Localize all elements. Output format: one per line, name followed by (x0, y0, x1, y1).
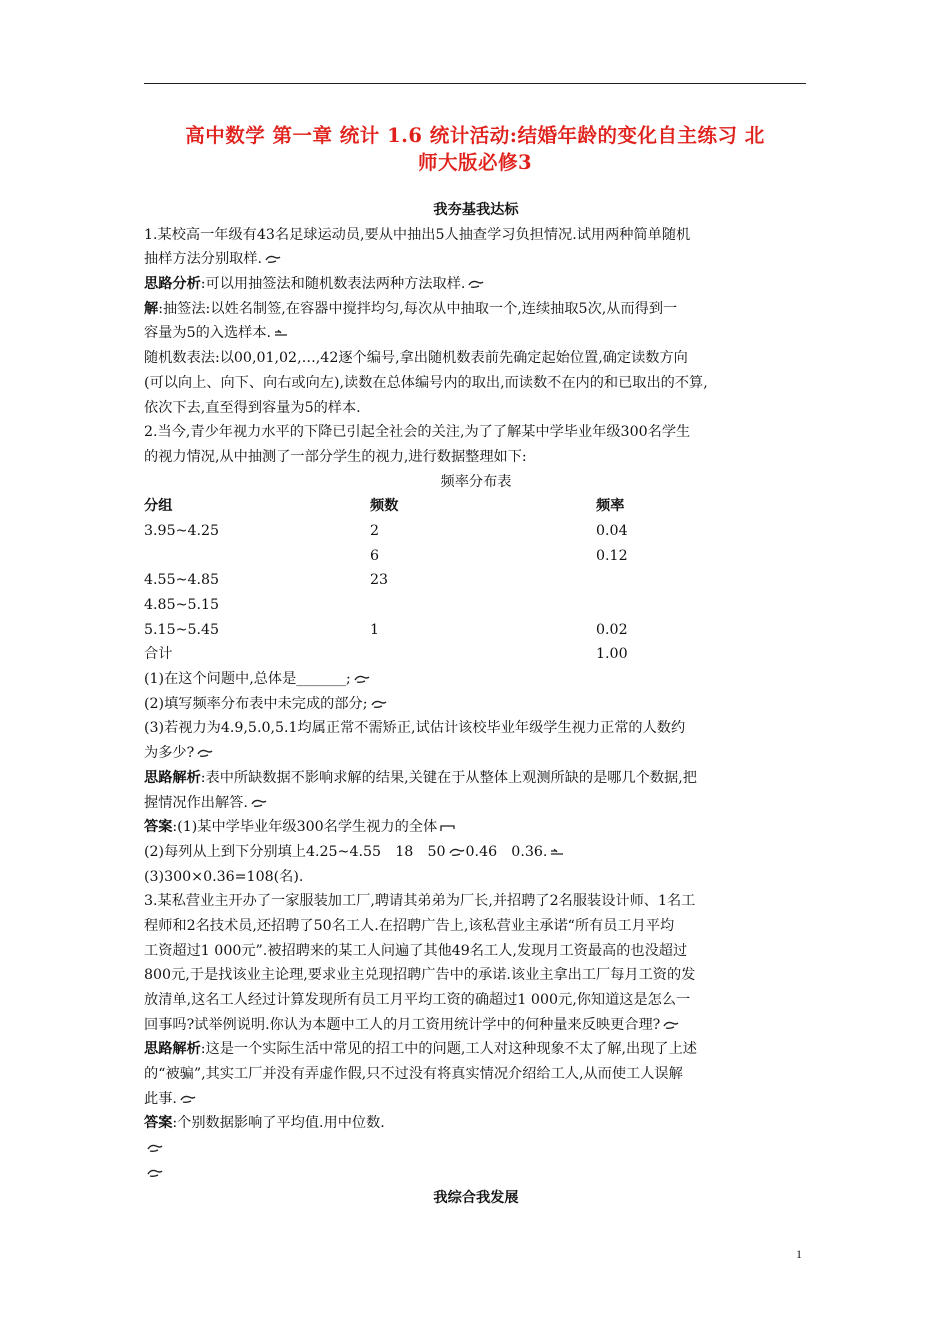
q2-part-2 (144, 692, 808, 717)
table-cell: 0.02 (596, 621, 628, 638)
part-text: 为多少? (144, 745, 195, 762)
q1-solution-3: 随机数表法:以00,01,02,…,42逐个编号,拿出随机数表前先确定起始位置,确定读数方向 (144, 350, 688, 367)
scribble-mark-icon (273, 328, 291, 338)
table-cell: 1.00 (596, 646, 628, 663)
document-body (144, 198, 808, 1210)
table-row (144, 593, 808, 618)
q1-solution-1 (144, 297, 808, 322)
analysis-label: 思路解析 (144, 769, 201, 786)
scribble-mark-icon (549, 847, 567, 857)
table-cell: 合计 (144, 646, 173, 663)
mouse-mark-icon (146, 1168, 164, 1178)
analysis-text: 此事. (144, 1090, 177, 1107)
table-cell (370, 593, 596, 618)
answer-label: 答案 (144, 1115, 173, 1132)
q2-part-3a: (3)若视力为4.9,5.0,5.1均属正常不需矫正,试估计该校毕业年级学生视力正常的人数约 (144, 720, 686, 737)
q3-line-3: 工资超过1 000元”.被招聘来的某工人问遍了其他49名工人,发现月工资最高的也没超过 (144, 942, 688, 959)
part-text: (1)在这个问题中,总体是_______; (144, 671, 351, 688)
title-line-1: 高中数学 第一章 统计 1.6 统计活动:结婚年龄的变化自主练习 北 (185, 124, 765, 147)
mouse-mark-icon (662, 1020, 680, 1030)
header-group: 分组 (144, 498, 173, 515)
mouse-mark-icon (179, 1094, 197, 1104)
title-line-2: 师大版必修3 (417, 151, 533, 174)
header-rate: 频率 (596, 498, 625, 515)
page-number: 1 (796, 1247, 802, 1261)
section-heading-basic: 我夯基我达标 (433, 202, 519, 218)
header-rule (144, 83, 806, 84)
q2-part-3b (144, 741, 808, 766)
table-row (144, 519, 808, 544)
mouse-mark-icon (370, 699, 388, 709)
answer-label: 答案 (144, 819, 173, 836)
table-row (144, 568, 808, 593)
mouse-mark-icon (264, 254, 282, 264)
bracket-mark-icon (439, 822, 457, 832)
q2-analysis-1 (144, 766, 808, 791)
q3-line-2: 程师和2名技术员,还招聘了50名工人.在招聘广告上,该私营业主承诺“所有员工月平均 (144, 917, 675, 934)
q3-line-5: 放清单,这名工人经过计算发现所有员工月平均工资的确超过1 000元,你知道这是怎么一 (144, 992, 691, 1008)
q3-analysis-3 (144, 1087, 808, 1112)
table-cell: 4.55~4.85 (144, 572, 220, 589)
table-cell (144, 544, 370, 569)
analysis-label: 思路解析 (144, 1041, 201, 1058)
table-cell (370, 642, 596, 667)
q1-analysis (144, 272, 808, 297)
table-cell: 0.04 (596, 522, 628, 539)
q3-line-1: 3.某私营业主开办了一家服装加工厂,聘请其弟弟为厂长,并招聘了2名服装设计师、1名工 (144, 893, 696, 910)
mouse-mark-icon (467, 279, 485, 289)
analysis-text: :可以用抽签法和随机数表法两种方法取样. (200, 276, 466, 293)
analysis-text: 握情况作出解答. (144, 794, 248, 811)
table-caption: 频率分布表 (440, 473, 512, 490)
table-cell (596, 568, 808, 593)
table-cell: 4.85~5.15 (144, 597, 220, 613)
q3-analysis-2: 的“被骗”,其实工厂并没有弄虚作假,只不过没有将真实情况介绍给工人,从而使工人误解 (144, 1066, 683, 1083)
table-cell: 3.95~4.25 (144, 522, 220, 539)
q1-solution-5: 依次下去,直至得到容量为5的样本. (144, 399, 361, 416)
q2-answer-3: (3)300×0.36=108(名). (144, 868, 304, 885)
table-cell (596, 593, 808, 618)
answer-text: (2)每列从上到下分别填上4.25~4.55 18 50 (144, 843, 446, 860)
q2-answer-2 (144, 840, 808, 865)
table-cell: 5.15~5.45 (144, 621, 220, 638)
header-frequency: 频数 (370, 498, 399, 515)
answer-text: 0.46 0.36. (465, 843, 548, 860)
q2-line-1: 2.当今,青少年视力水平的下降已引起全社会的关注,为了了解某中学毕业年级300名学生 (144, 424, 691, 441)
section-heading-advanced: 我综合我发展 (433, 1189, 519, 1206)
q3-line-4: 800元,于是找该业主论理,要求业主兑现招聘广告中的承诺.该业主拿出工厂每月工资的发 (144, 967, 696, 984)
answer-text: :个别数据影响了平均值.用中位数. (172, 1115, 385, 1132)
table-cell: 2 (370, 522, 380, 539)
table-cell: 23 (370, 572, 389, 589)
analysis-label: 思路分析 (144, 276, 201, 293)
q1-solution-2 (144, 321, 808, 346)
q2-analysis-2 (144, 791, 808, 816)
stray-mark-line (144, 1161, 808, 1186)
q2-part-1 (144, 667, 808, 692)
table-row (144, 642, 808, 667)
q3-analysis-1 (144, 1037, 808, 1062)
question-text: 回事吗?试举例说明.你认为本题中工人的月工资用统计学中的何种量来反映更合理? (144, 1016, 661, 1033)
q3-line-6 (144, 1013, 808, 1038)
answer-text: :(1)某中学毕业年级300名学生视力的全体 (172, 819, 438, 836)
table-cell: 6 (370, 547, 380, 564)
table-row (144, 544, 808, 569)
mouse-mark-icon (250, 798, 268, 808)
solution-label: 解 (144, 300, 159, 317)
q1-text: 抽样方法分别取样. (144, 251, 263, 268)
q3-answer (144, 1111, 808, 1136)
q1-line-1: 1.某校高一年级有43名足球运动员,要从中抽出5人抽查学习负担情况.试用两种简单随机 (144, 226, 691, 243)
table-row (144, 618, 808, 643)
table-cell: 1 (370, 621, 380, 638)
q2-answer-1 (144, 815, 808, 840)
solution-text: 容量为5的入选样本. (144, 325, 272, 342)
q1-line-2 (144, 247, 808, 272)
stray-mark-line (144, 1136, 808, 1161)
table-cell: 0.12 (596, 547, 628, 564)
q1-solution-4: (可以向上、向下、向右或向左),读数在总体编号内的取出,而读数不在内的和已取出的不算, (144, 374, 708, 391)
analysis-text: :这是一个实际生活中常见的招工中的问题,工人对这种现象不太了解,出现了上述 (200, 1041, 697, 1058)
solution-text: :抽签法:以姓名制签,在容器中搅拌均匀,每次从中抽取一个,连续抽取5次,从而得到一 (158, 300, 678, 317)
mouse-mark-icon (196, 748, 214, 758)
part-text: (2)填写频率分布表中未完成的部分; (144, 695, 368, 712)
mouse-mark-icon (448, 847, 466, 857)
mouse-mark-icon (353, 674, 371, 684)
analysis-text: :表中所缺数据不影响求解的结果,关键在于从整体上观测所缺的是哪几个数据,把 (200, 769, 697, 786)
table-header-row (144, 494, 808, 519)
q2-line-2: 的视力情况,从中抽测了一部分学生的视力,进行数据整理如下: (144, 448, 527, 465)
document-title (144, 122, 806, 176)
mouse-mark-icon (146, 1143, 164, 1153)
